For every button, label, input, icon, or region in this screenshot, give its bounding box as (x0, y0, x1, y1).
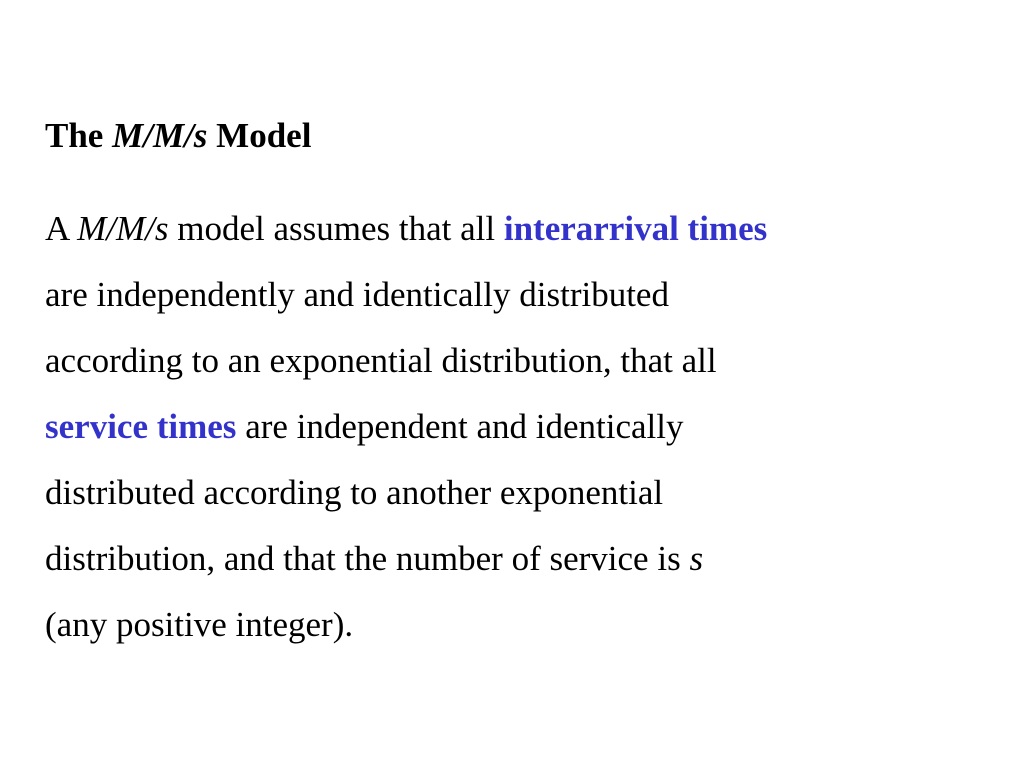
body-model-notation: M/M/s (77, 209, 169, 248)
body-paragraph (45, 196, 1005, 658)
body-line-2: are independently and identically distributed (45, 275, 669, 314)
term-service-times: service times (45, 407, 237, 446)
body-line-5: distributed according to another exponential (45, 473, 664, 512)
title-model-notation: M/M/s (112, 116, 208, 155)
body-line-7: (any positive integer). (45, 605, 354, 644)
body-article: A (45, 209, 69, 248)
slide-title (45, 110, 311, 162)
term-interarrival-times: interarrival times (503, 209, 768, 248)
title-suffix: Model (216, 116, 312, 155)
slide (45, 0, 1005, 768)
body-line-1 (45, 196, 1005, 262)
body-line-6-text: distribution, and that the number of service is (45, 539, 681, 578)
body-line-6 (45, 526, 1005, 592)
body-line-4 (45, 394, 1005, 460)
body-line-1-text: model assumes that all (177, 209, 496, 248)
body-line-4-text: are independent and identically (245, 407, 684, 446)
body-line-3: according to an exponential distribution, that all (45, 341, 717, 380)
title-prefix: The (45, 116, 104, 155)
server-count-variable: s (689, 539, 704, 578)
